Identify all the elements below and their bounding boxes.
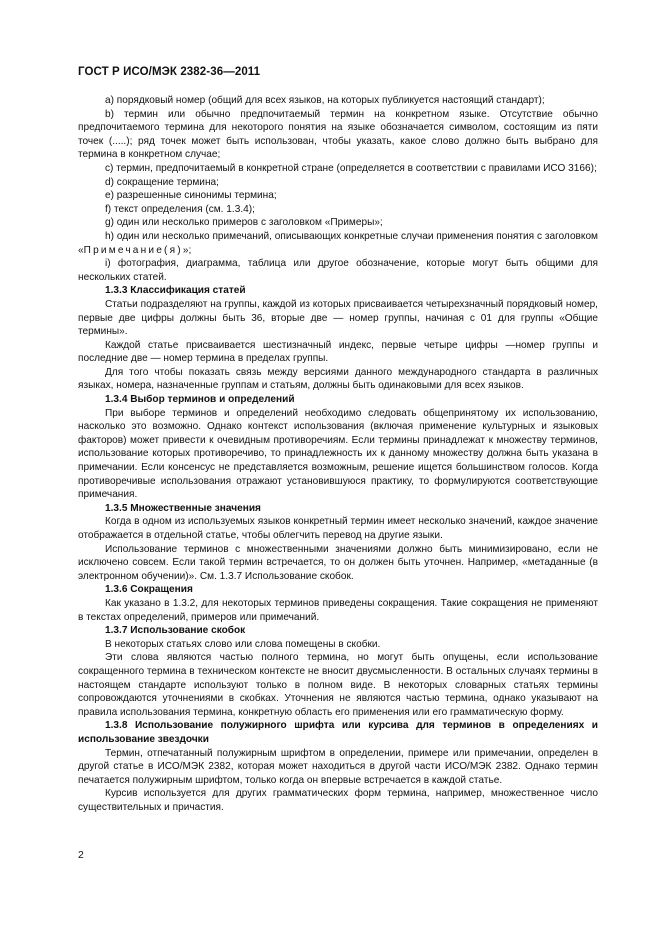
list-item-h: [78, 230, 598, 257]
paragraph: Для того чтобы показать связь между версиями данного международного стандарта в различных языках, номера, назначенные группам и статьям, должны быть одинаковыми для всех языков.: [78, 366, 598, 392]
section-heading-1-3-3: 1.3.3 Классификация статей: [105, 285, 246, 297]
list-item-h-prefix: h) один или несколько примечаний, описывающих конкретные случаи применения понятия с заголовком «: [78, 230, 598, 256]
paragraph: Эти слова являются частью полного термина, но могут быть опущены, если использование сокращенного термина в техническом контексте не вносит двусмысленности. В остальных случаях термины в настоящем стандарте используют только в полном виде. В некоторых словарных статьях термины сопровождаются уточнениями в скобках. Уточнения не являются частью термина, однако указывают на правила использования термина, конкретную область его применения или его грамматическую форму.: [78, 652, 598, 718]
list-item-g: g) один или несколько примеров с заголовком «Примеры»;: [105, 217, 383, 229]
section-heading-1-3-5: 1.3.5 Множественные значения: [105, 502, 261, 514]
paragraph: При выборе терминов и определений необходимо следовать общепринятому их использованию, насколько это возможно. Однако контекст использования (включая применение культурных и языковых факторов) может привести к очевидным противоречиям. Если термины принадлежат к множеству терминов, использование которых противоречиво, то принадлежность их к данному множеству должна быть указана в примечании. Если консенсус не представляется возможным, решение ищется большинством голосов. Когда противоречивые использования отражают установившуюся практику, то формулируются соответствующие примечания.: [78, 407, 598, 501]
list-item-b: b) термин или обычно предпочитаемый термин на конкретном языке. Отсутствие обычно предпочитаемого термина для некоторого понятия на языке обозначается символом, состоящим из пяти точек (.....); ряд точек может быть использован, чтобы указать, какое слово должно быть выбрано для термина в конкретном случае;: [78, 108, 598, 161]
paragraph: Курсив используется для других грамматических форм термина, например, множественное число существительных и причастия.: [78, 788, 598, 813]
page-number: 2: [78, 849, 84, 861]
list-item-e: e) разрешенные синонимы термина;: [105, 190, 277, 202]
list-item-c: c) термин, предпочитаемый в конкретной стране (определяется в соответствии с правилами ИСО 3166);: [105, 162, 597, 174]
paragraph: В некоторых статьях слово или слова помещены в скобки.: [105, 638, 381, 650]
list-item-f: f) текст определения (см. 1.3.4);: [105, 203, 255, 215]
document-header: ГОСТ Р ИСО/МЭК 2382-36—2011: [78, 66, 261, 78]
paragraph: Использование терминов с множественными значениями должно быть минимизировано, если не исключено совсем. Если такой термин встречается, то он должен быть уточнен. Например, «метаданные (в электронном обучении)». См. 1.3.7 Использование скобок.: [78, 543, 598, 582]
list-item-a: a) порядковый номер (общий для всех языков, на которых публикуется настоящий стандарт);: [105, 95, 545, 106]
list-item-h-spaced: Примечание(я): [83, 244, 183, 256]
paragraph: Как указано в 1.3.2, для некоторых терминов приведены сокращения. Такие сокращения не применяют в текстах определений, примеров или примечаний.: [78, 597, 598, 623]
section-heading-1-3-8: 1.3.8 Использование полужирного шрифта или курсива для терминов в определениях и использование звездочки: [78, 720, 598, 745]
list-item-d: d) сокращение термина;: [105, 176, 219, 188]
paragraph: Статьи подразделяют на группы, каждой из которых присваивается четырехзначный порядковый номер, первые две цифры должны быть 36, вторые две — номер группы, начиная с 01 для группы «Общие термины».: [78, 298, 598, 338]
list-item-h-suffix: »;: [182, 244, 192, 256]
page-content: [78, 94, 598, 814]
section-heading-1-3-4: 1.3.4 Выбор терминов и определений: [105, 394, 295, 406]
paragraph: Когда в одном из используемых языков конкретный термин имеет несколько значений, каждое значение отображается в отдельной статье, чтобы облегчить перевод на другие языки.: [78, 516, 598, 541]
paragraph: Каждой статье присваивается шестизначный индекс, первые четыре цифры —номер группы и последние две — номер термина в пределах группы.: [78, 339, 598, 365]
section-heading-1-3-6: 1.3.6 Сокращения: [105, 584, 193, 596]
paragraph: Термин, отпечатанный полужирным шрифтом в определении, примере или примечании, определен в другой статье в ИСО/МЭК 2382, которая может находиться в другой части ИСО/МЭК 2382. Однако термин печатается полужирным шрифтом, только когда он впервые встречается в каждой статье.: [78, 747, 598, 786]
section-heading-1-3-7: 1.3.7 Использование скобок: [105, 625, 246, 637]
list-item-i: i) фотография, диаграмма, таблица или другое обозначение, которые могут быть общими для нескольких статей.: [78, 258, 598, 283]
